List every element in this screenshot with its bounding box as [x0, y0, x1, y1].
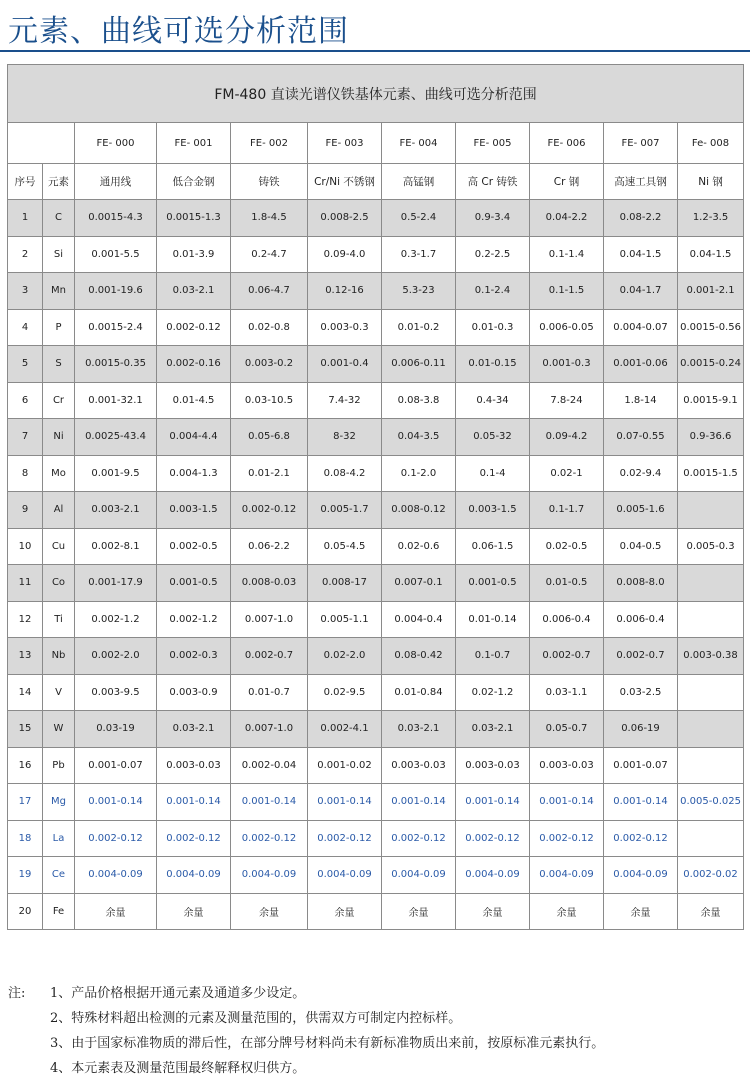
- seq-cell: 4: [8, 309, 43, 346]
- range-cell: 0.001-0.14: [530, 784, 604, 821]
- range-cell: 0.001-19.6: [75, 273, 157, 310]
- element-cell: Mo: [43, 455, 75, 492]
- element-cell: V: [43, 674, 75, 711]
- model-header-cell: FE- 006: [530, 123, 604, 164]
- range-cell: 0.002-0.7: [231, 638, 308, 675]
- range-cell: 0.008-0.12: [382, 492, 456, 529]
- range-cell: 0.04-2.2: [530, 200, 604, 237]
- table-row: [8, 747, 744, 784]
- range-cell: 0.02-9.4: [604, 455, 678, 492]
- range-cell: 0.1-1.7: [530, 492, 604, 529]
- range-cell: 0.003-1.5: [456, 492, 530, 529]
- range-cell: 0.2-2.5: [456, 236, 530, 273]
- table-row: [8, 857, 744, 894]
- range-cell: 0.002-0.7: [530, 638, 604, 675]
- range-cell: 0.002-0.12: [231, 492, 308, 529]
- note-text: 2、特殊材料超出检测的元素及测量范围的，供需双方可制定内控标样。: [50, 1011, 462, 1026]
- range-cell: 0.004-0.4: [382, 601, 456, 638]
- range-cell: 0.005-1.1: [308, 601, 382, 638]
- element-cell: Mg: [43, 784, 75, 821]
- range-cell: 0.0015-0.24: [678, 346, 744, 383]
- seq-cell: 6: [8, 382, 43, 419]
- range-cell: 0.002-0.12: [530, 820, 604, 857]
- range-cell: 0.002-0.12: [308, 820, 382, 857]
- model-corner-cell: [8, 123, 75, 164]
- range-cell: 0.06-19: [604, 711, 678, 748]
- range-cell: 0.01-0.5: [530, 565, 604, 602]
- table-row: [8, 528, 744, 565]
- model-header-cell: FE- 005: [456, 123, 530, 164]
- range-cell: 0.04-1.5: [604, 236, 678, 273]
- curve-type-header-cell: 高 Cr 铸铁: [456, 164, 530, 200]
- range-cell: 0.001-0.02: [308, 747, 382, 784]
- range-cell: [678, 565, 744, 602]
- table-row: [8, 419, 744, 456]
- range-cell: 0.1-1.5: [530, 273, 604, 310]
- range-cell: 0.1-1.4: [530, 236, 604, 273]
- range-cell: 0.04-0.5: [604, 528, 678, 565]
- range-cell: 0.1-2.4: [456, 273, 530, 310]
- range-cell: 0.03-2.5: [604, 674, 678, 711]
- range-cell: 0.01-0.3: [456, 309, 530, 346]
- table-row: [8, 273, 744, 310]
- range-cell: 0.001-0.4: [308, 346, 382, 383]
- range-cell: 0.002-0.12: [157, 309, 231, 346]
- range-cell: 0.07-0.55: [604, 419, 678, 456]
- seq-cell: 14: [8, 674, 43, 711]
- range-cell: 0.9-3.4: [456, 200, 530, 237]
- range-cell: 0.003-0.2: [231, 346, 308, 383]
- range-cell: 0.004-1.3: [157, 455, 231, 492]
- range-cell: 0.4-34: [456, 382, 530, 419]
- range-cell: 余量: [678, 893, 744, 930]
- range-cell: 0.001-0.5: [157, 565, 231, 602]
- range-cell: 0.01-0.15: [456, 346, 530, 383]
- table-row: [8, 236, 744, 273]
- range-cell: 0.006-0.4: [604, 601, 678, 638]
- range-cell: 0.06-2.2: [231, 528, 308, 565]
- note-line: [8, 1009, 604, 1034]
- range-cell: 0.006-0.05: [530, 309, 604, 346]
- range-cell: 7.8-24: [530, 382, 604, 419]
- range-cell: 0.001-32.1: [75, 382, 157, 419]
- range-cell: 0.01-0.84: [382, 674, 456, 711]
- range-cell: 0.005-1.6: [604, 492, 678, 529]
- range-cell: 0.003-0.03: [382, 747, 456, 784]
- range-cell: 0.001-0.14: [308, 784, 382, 821]
- range-cell: 0.01-2.1: [231, 455, 308, 492]
- range-cell: 0.004-0.09: [456, 857, 530, 894]
- range-cell: 0.003-0.03: [456, 747, 530, 784]
- range-cell: 0.002-2.0: [75, 638, 157, 675]
- range-cell: 0.0025-43.4: [75, 419, 157, 456]
- curve-type-header-cell: Cr/Ni 不锈钢: [308, 164, 382, 200]
- seq-cell: 7: [8, 419, 43, 456]
- range-cell: 余量: [530, 893, 604, 930]
- element-cell: C: [43, 200, 75, 237]
- range-cell: 0.002-0.3: [157, 638, 231, 675]
- element-cell: S: [43, 346, 75, 383]
- seq-cell: 1: [8, 200, 43, 237]
- element-cell: Si: [43, 236, 75, 273]
- curve-type-header-cell: 低合金钢: [157, 164, 231, 200]
- element-header: 元素: [43, 164, 75, 200]
- range-cell: 0.007-1.0: [231, 711, 308, 748]
- range-cell: 0.05-32: [456, 419, 530, 456]
- note-line: [8, 1034, 604, 1059]
- range-cell: 0.008-0.03: [231, 565, 308, 602]
- seq-cell: 13: [8, 638, 43, 675]
- table-row: [8, 565, 744, 602]
- range-cell: 0.001-0.07: [75, 747, 157, 784]
- seq-cell: 11: [8, 565, 43, 602]
- model-header-cell: FE- 007: [604, 123, 678, 164]
- range-cell: 0.002-0.12: [231, 820, 308, 857]
- element-cell: Al: [43, 492, 75, 529]
- range-cell: 余量: [75, 893, 157, 930]
- range-cell: 0.0015-0.35: [75, 346, 157, 383]
- range-cell: 0.001-0.14: [75, 784, 157, 821]
- range-cell: 0.03-2.1: [382, 711, 456, 748]
- table-row: [8, 820, 744, 857]
- element-cell: Ce: [43, 857, 75, 894]
- range-cell: 0.05-0.7: [530, 711, 604, 748]
- range-cell: 0.003-1.5: [157, 492, 231, 529]
- range-cell: 0.008-2.5: [308, 200, 382, 237]
- range-cell: 0.005-1.7: [308, 492, 382, 529]
- range-cell: 0.001-9.5: [75, 455, 157, 492]
- range-cell: 0.08-2.2: [604, 200, 678, 237]
- element-cell: W: [43, 711, 75, 748]
- curve-type-header-cell: 高速工具钢: [604, 164, 678, 200]
- range-cell: 0.002-0.04: [231, 747, 308, 784]
- range-cell: 0.1-4: [456, 455, 530, 492]
- range-cell: 0.0015-1.5: [678, 455, 744, 492]
- curve-type-header-cell: Ni 钢: [678, 164, 744, 200]
- seq-cell: 19: [8, 857, 43, 894]
- range-cell: 0.0015-1.3: [157, 200, 231, 237]
- range-cell: 0.9-36.6: [678, 419, 744, 456]
- range-cell: 0.002-0.16: [157, 346, 231, 383]
- model-header-cell: FE- 003: [308, 123, 382, 164]
- range-cell: 0.002-0.12: [75, 820, 157, 857]
- range-cell: 0.0015-4.3: [75, 200, 157, 237]
- range-cell: 0.02-1.2: [456, 674, 530, 711]
- range-cell: 0.005-0.025: [678, 784, 744, 821]
- model-header-cell: FE- 004: [382, 123, 456, 164]
- table-row: [8, 346, 744, 383]
- note-line: [8, 1059, 604, 1084]
- range-cell: 0.007-1.0: [231, 601, 308, 638]
- range-cell: 0.0015-0.56: [678, 309, 744, 346]
- range-cell: 0.01-0.14: [456, 601, 530, 638]
- element-cell: La: [43, 820, 75, 857]
- range-cell: 1.2-3.5: [678, 200, 744, 237]
- table-row: [8, 309, 744, 346]
- range-cell: 0.002-0.12: [157, 820, 231, 857]
- range-cell: 0.003-0.9: [157, 674, 231, 711]
- range-cell: 0.1-0.7: [456, 638, 530, 675]
- element-cell: Mn: [43, 273, 75, 310]
- range-cell: 0.003-0.03: [530, 747, 604, 784]
- range-cell: 0.004-0.09: [530, 857, 604, 894]
- range-cell: 0.04-3.5: [382, 419, 456, 456]
- seq-cell: 3: [8, 273, 43, 310]
- range-cell: 0.02-1: [530, 455, 604, 492]
- range-cell: 0.09-4.2: [530, 419, 604, 456]
- range-cell: 0.001-0.06: [604, 346, 678, 383]
- note-text: 4、本元素表及测量范围最终解释权归供方。: [50, 1061, 306, 1076]
- model-header-cell: FE- 000: [75, 123, 157, 164]
- range-cell: 0.004-0.09: [75, 857, 157, 894]
- table-row: [8, 711, 744, 748]
- range-cell: 0.03-2.1: [157, 711, 231, 748]
- table-row: [8, 455, 744, 492]
- table-row: [8, 784, 744, 821]
- note-text: 1、产品价格根据开通元素及通道多少设定。: [50, 986, 306, 1001]
- element-cell: Ti: [43, 601, 75, 638]
- range-cell: 0.003-2.1: [75, 492, 157, 529]
- range-cell: 0.006-0.4: [530, 601, 604, 638]
- element-cell: Pb: [43, 747, 75, 784]
- range-cell: 0.01-0.2: [382, 309, 456, 346]
- range-cell: [678, 820, 744, 857]
- element-cell: Cr: [43, 382, 75, 419]
- table-row: [8, 382, 744, 419]
- range-cell: 0.05-6.8: [231, 419, 308, 456]
- element-cell: P: [43, 309, 75, 346]
- table-row: [8, 601, 744, 638]
- range-cell: 0.002-4.1: [308, 711, 382, 748]
- seq-cell: 15: [8, 711, 43, 748]
- range-cell: 0.002-0.5: [157, 528, 231, 565]
- element-cell: Fe: [43, 893, 75, 930]
- range-cell: 0.03-2.1: [456, 711, 530, 748]
- range-cell: 0.004-0.09: [382, 857, 456, 894]
- range-cell: 0.002-1.2: [157, 601, 231, 638]
- range-cell: 0.03-10.5: [231, 382, 308, 419]
- range-cell: 0.08-4.2: [308, 455, 382, 492]
- range-cell: [678, 601, 744, 638]
- range-cell: 0.001-0.14: [604, 784, 678, 821]
- range-cell: 1.8-14: [604, 382, 678, 419]
- range-cell: 0.002-1.2: [75, 601, 157, 638]
- range-cell: 0.02-0.8: [231, 309, 308, 346]
- range-cell: 0.003-9.5: [75, 674, 157, 711]
- range-cell: 0.001-0.14: [231, 784, 308, 821]
- range-cell: 0.004-0.07: [604, 309, 678, 346]
- seq-cell: 8: [8, 455, 43, 492]
- range-cell: 0.04-1.7: [604, 273, 678, 310]
- range-cell: 0.004-0.09: [157, 857, 231, 894]
- seq-cell: 5: [8, 346, 43, 383]
- range-cell: 0.001-0.14: [382, 784, 456, 821]
- range-cell: 1.8-4.5: [231, 200, 308, 237]
- range-cell: 0.004-0.09: [231, 857, 308, 894]
- range-cell: 0.3-1.7: [382, 236, 456, 273]
- note-line: [8, 984, 604, 1009]
- table-row: [8, 638, 744, 675]
- range-cell: 0.003-0.03: [157, 747, 231, 784]
- range-cell: 0.001-0.5: [456, 565, 530, 602]
- seq-cell: 17: [8, 784, 43, 821]
- seq-cell: 9: [8, 492, 43, 529]
- range-cell: 0.001-2.1: [678, 273, 744, 310]
- range-cell: 0.01-0.7: [231, 674, 308, 711]
- range-cell: 0.002-8.1: [75, 528, 157, 565]
- range-cell: 0.008-8.0: [604, 565, 678, 602]
- table-row: [8, 492, 744, 529]
- table-row: [8, 674, 744, 711]
- table-caption: FM-480 直读光谱仪铁基体元素、曲线可选分析范围: [8, 65, 744, 123]
- range-cell: 0.0015-9.1: [678, 382, 744, 419]
- range-cell: 0.001-5.5: [75, 236, 157, 273]
- range-cell: 0.03-1.1: [530, 674, 604, 711]
- element-cell: Co: [43, 565, 75, 602]
- range-cell: 0.004-0.09: [604, 857, 678, 894]
- range-cell: [678, 492, 744, 529]
- range-cell: 0.004-4.4: [157, 419, 231, 456]
- range-cell: 0.02-0.5: [530, 528, 604, 565]
- range-cell: 0.005-0.3: [678, 528, 744, 565]
- range-cell: 余量: [382, 893, 456, 930]
- model-header-cell: FE- 001: [157, 123, 231, 164]
- range-cell: 0.008-17: [308, 565, 382, 602]
- range-cell: 0.001-0.14: [456, 784, 530, 821]
- range-cell: 0.002-0.12: [604, 820, 678, 857]
- range-cell: 0.03-2.1: [157, 273, 231, 310]
- range-cell: 0.09-4.0: [308, 236, 382, 273]
- range-cell: 0.002-0.12: [456, 820, 530, 857]
- range-cell: 0.08-0.42: [382, 638, 456, 675]
- element-cell: Nb: [43, 638, 75, 675]
- curve-type-header-cell: 铸铁: [231, 164, 308, 200]
- range-cell: [678, 711, 744, 748]
- notes: [8, 984, 604, 1084]
- range-cell: 0.002-0.7: [604, 638, 678, 675]
- range-cell: 0.04-1.5: [678, 236, 744, 273]
- range-cell: 8-32: [308, 419, 382, 456]
- element-cell: Cu: [43, 528, 75, 565]
- note-text: 3、由于国家标准物质的滞后性，在部分牌号材料尚未有新标准物质出来前，按原标准元素执行。: [50, 1036, 605, 1051]
- range-cell: 0.0015-2.4: [75, 309, 157, 346]
- range-cell: 0.06-4.7: [231, 273, 308, 310]
- model-header-cell: FE- 002: [231, 123, 308, 164]
- seq-cell: 10: [8, 528, 43, 565]
- table-row: [8, 200, 744, 237]
- curve-type-header-cell: Cr 钢: [530, 164, 604, 200]
- range-cell: 0.06-1.5: [456, 528, 530, 565]
- table-row: [8, 893, 744, 930]
- range-cell: 0.006-0.11: [382, 346, 456, 383]
- curve-type-header-cell: 通用线: [75, 164, 157, 200]
- seq-cell: 20: [8, 893, 43, 930]
- range-cell: 余量: [231, 893, 308, 930]
- range-cell: [678, 747, 744, 784]
- range-cell: 0.01-3.9: [157, 236, 231, 273]
- curve-type-header-cell: 高锰钢: [382, 164, 456, 200]
- range-cell: 0.003-0.3: [308, 309, 382, 346]
- range-cell: 0.05-4.5: [308, 528, 382, 565]
- range-cell: 0.001-0.3: [530, 346, 604, 383]
- range-cell: 5.3-23: [382, 273, 456, 310]
- model-header-cell: Fe- 008: [678, 123, 744, 164]
- seq-cell: 16: [8, 747, 43, 784]
- seq-cell: 2: [8, 236, 43, 273]
- page-title: 元素、曲线可选分析范围: [8, 14, 349, 49]
- range-cell: 0.001-0.14: [157, 784, 231, 821]
- element-range-table: [7, 64, 744, 930]
- range-cell: 0.001-17.9: [75, 565, 157, 602]
- element-cell: Ni: [43, 419, 75, 456]
- range-cell: 0.02-0.6: [382, 528, 456, 565]
- range-cell: [678, 674, 744, 711]
- range-cell: 0.002-0.02: [678, 857, 744, 894]
- range-cell: 0.1-2.0: [382, 455, 456, 492]
- range-cell: 0.5-2.4: [382, 200, 456, 237]
- range-cell: 余量: [604, 893, 678, 930]
- range-cell: 0.004-0.09: [308, 857, 382, 894]
- range-cell: 余量: [456, 893, 530, 930]
- range-cell: 0.007-0.1: [382, 565, 456, 602]
- range-cell: 0.08-3.8: [382, 382, 456, 419]
- range-cell: 0.001-0.07: [604, 747, 678, 784]
- range-cell: 0.002-0.12: [382, 820, 456, 857]
- range-cell: 0.12-16: [308, 273, 382, 310]
- range-cell: 0.03-19: [75, 711, 157, 748]
- range-cell: 0.2-4.7: [231, 236, 308, 273]
- seq-cell: 18: [8, 820, 43, 857]
- range-cell: 0.02-9.5: [308, 674, 382, 711]
- range-cell: 余量: [308, 893, 382, 930]
- seq-cell: 12: [8, 601, 43, 638]
- range-cell: 0.003-0.38: [678, 638, 744, 675]
- range-cell: 0.02-2.0: [308, 638, 382, 675]
- range-cell: 余量: [157, 893, 231, 930]
- title-divider: [0, 50, 750, 52]
- range-cell: 7.4-32: [308, 382, 382, 419]
- range-cell: 0.01-4.5: [157, 382, 231, 419]
- seq-header: 序号: [8, 164, 43, 200]
- note-label: 注:: [8, 986, 26, 1001]
